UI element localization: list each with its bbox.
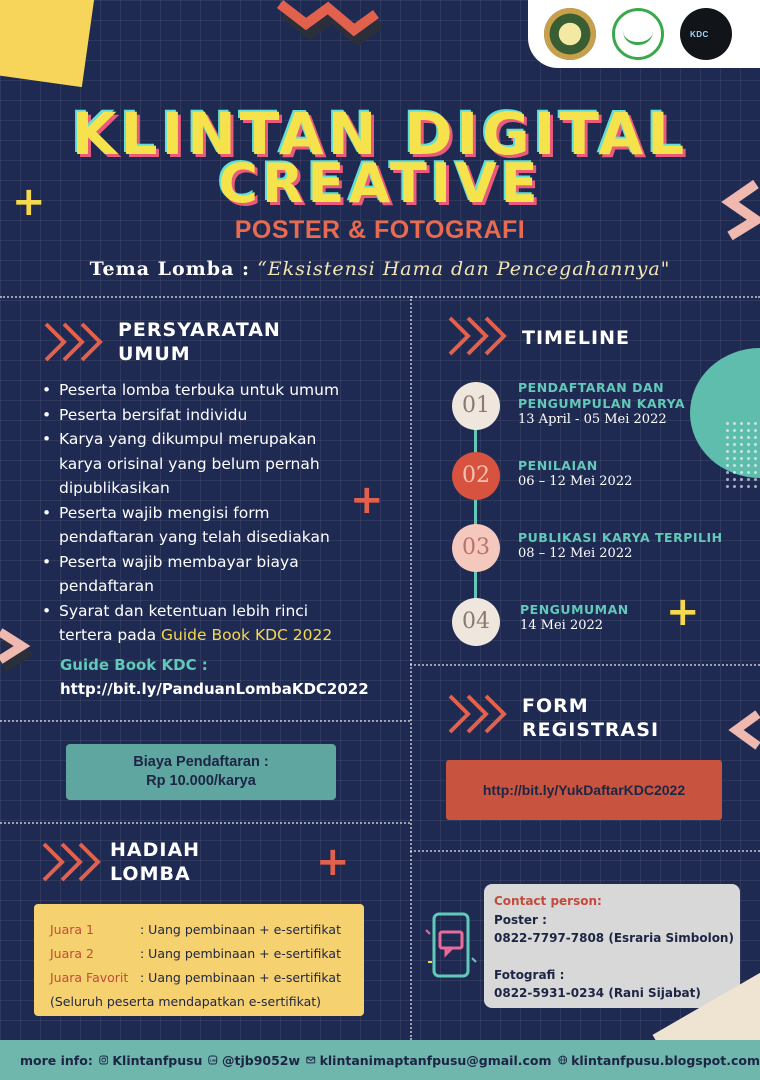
- zigzag-decoration: [276, 0, 386, 70]
- footer-label: more info:: [20, 1052, 93, 1068]
- list-item: • Syarat dan ketentuan lebih rinci tertera pada Guide Book KDC 2022: [42, 599, 362, 648]
- contact-foto-phone[interactable]: 0822-5931-0234 (Rani Sijabat): [494, 986, 701, 1000]
- yellow-sticky-note-decoration: [0, 0, 97, 87]
- timeline-step: PENDAFTARAN DAN PENGUMPULAN KARYA 13 April - 05 Mei 2022: [518, 380, 686, 427]
- footer-email[interactable]: klintanimaptanfpusu@gmail.com: [319, 1052, 552, 1068]
- globe-icon: [558, 1051, 568, 1069]
- registration-heading: FORM REGISTRASI: [522, 695, 660, 741]
- contact-title: Contact person:: [494, 894, 602, 908]
- plus-icon: +: [12, 179, 46, 225]
- timeline-badge: 03: [452, 524, 500, 572]
- divider: [0, 822, 410, 824]
- prize-row: Juara 2 : Uang pembinaan + e-sertifikat: [50, 946, 341, 961]
- footer-website[interactable]: klintanfpusu.blogspot.com: [571, 1052, 760, 1068]
- prizes-heading: HADIAH LOMBA: [110, 839, 201, 885]
- guide-book-label: Guide Book KDC :: [60, 656, 208, 674]
- university-logo: [544, 8, 596, 60]
- prize-row: Juara 1 : Uang pembinaan + e-sertifikat: [50, 922, 341, 937]
- requirements-list: [42, 378, 362, 648]
- chevron-arrows-icon: [446, 692, 510, 736]
- fee-amount: Rp 10.000/karya: [146, 773, 256, 789]
- contact-poster-label: Poster :: [494, 912, 547, 927]
- guide-book-link[interactable]: http://bit.ly/PanduanLombaKDC2022: [60, 680, 369, 698]
- phone-chat-icon: [424, 910, 478, 980]
- contact-poster-phone[interactable]: 0822-7797-7808 (Esraria Simbolon): [494, 931, 734, 945]
- divider: [0, 296, 760, 298]
- timeline-step: PENGUMUMAN 14 Mei 2022: [520, 602, 629, 633]
- list-item: • Peserta bersifat individu: [42, 403, 362, 428]
- zigzag-decoration-left: [0, 624, 34, 674]
- divider: [410, 850, 760, 852]
- divider: [0, 720, 410, 722]
- theme-label: Tema Lomba :: [89, 258, 251, 280]
- prizes-box: [34, 904, 364, 1016]
- fee-label: Biaya Pendaftaran :: [133, 754, 269, 770]
- zigzag-decoration-right-lower: [722, 708, 760, 758]
- contact-foto-label: Fotografi :: [494, 967, 565, 982]
- timeline-badge: 04: [452, 598, 500, 646]
- guide-book-highlight: Guide Book KDC 2022: [161, 626, 333, 644]
- timeline-line: [474, 410, 477, 620]
- prize-row: Juara Favorit : Uang pembinaan + e-sertifikat: [50, 970, 341, 985]
- theme-line: [0, 258, 760, 280]
- list-item: • Peserta wajib mengisi form pendaftaran yang telah disediakan: [42, 501, 362, 550]
- list-item: • Peserta wajib membayar biaya pendaftaran: [42, 550, 362, 599]
- divider: [410, 296, 412, 1040]
- list-item: • Peserta lomba terbuka untuk umum: [42, 378, 362, 403]
- requirements-heading: PERSYARATAN UMUM: [118, 319, 281, 365]
- footer-instagram[interactable]: Klintanfpusu: [112, 1052, 203, 1068]
- registration-fee-box: [66, 744, 336, 800]
- timeline-badge: 02: [452, 452, 500, 500]
- timeline-badge: 01: [452, 382, 500, 430]
- main-title-line2: CREATIVE: [218, 152, 542, 215]
- plus-icon: +: [350, 477, 384, 523]
- footer-line[interactable]: @tjb9052w: [221, 1052, 301, 1068]
- plus-icon: +: [666, 589, 700, 635]
- theme-value: “Eksistensi Hama dan Pencegahannya": [257, 258, 671, 280]
- timeline-step: PENILAIAN 06 – 12 Mei 2022: [518, 458, 633, 489]
- mail-icon: [306, 1051, 316, 1069]
- klinik-tanaman-logo: [612, 8, 664, 60]
- chevron-arrows-icon: [40, 840, 104, 884]
- contact-box: [484, 884, 740, 1008]
- organizer-logo: KDC: [680, 8, 732, 60]
- prize-note: (Seluruh peserta mendapatkan e-sertifikat): [50, 994, 322, 1009]
- plus-icon: +: [316, 839, 350, 885]
- chevron-arrows-icon: [446, 314, 510, 358]
- instagram-icon: [99, 1051, 109, 1069]
- registration-link[interactable]: http://bit.ly/YukDaftarKDC2022: [446, 760, 722, 820]
- chevron-arrows-icon: [42, 320, 106, 364]
- timeline-heading: TIMELINE: [522, 327, 630, 349]
- dot-pattern-decoration: [724, 420, 758, 490]
- main-title-line1: KLINTAN DIGITAL: [71, 100, 689, 168]
- footer-bar: [0, 1040, 760, 1080]
- line-icon: [208, 1051, 218, 1069]
- list-item: • Karya yang dikumpul merupakan karya orisinal yang belum pernah dipublikasikan: [42, 427, 362, 501]
- subtitle: POSTER & FOTOGRAFI: [234, 216, 526, 244]
- logo-panel: [528, 0, 760, 68]
- svg-text:LINE: LINE: [210, 1058, 218, 1063]
- timeline-step: PUBLIKASI KARYA TERPILIH 08 – 12 Mei 2022: [518, 530, 723, 561]
- divider: [410, 664, 760, 666]
